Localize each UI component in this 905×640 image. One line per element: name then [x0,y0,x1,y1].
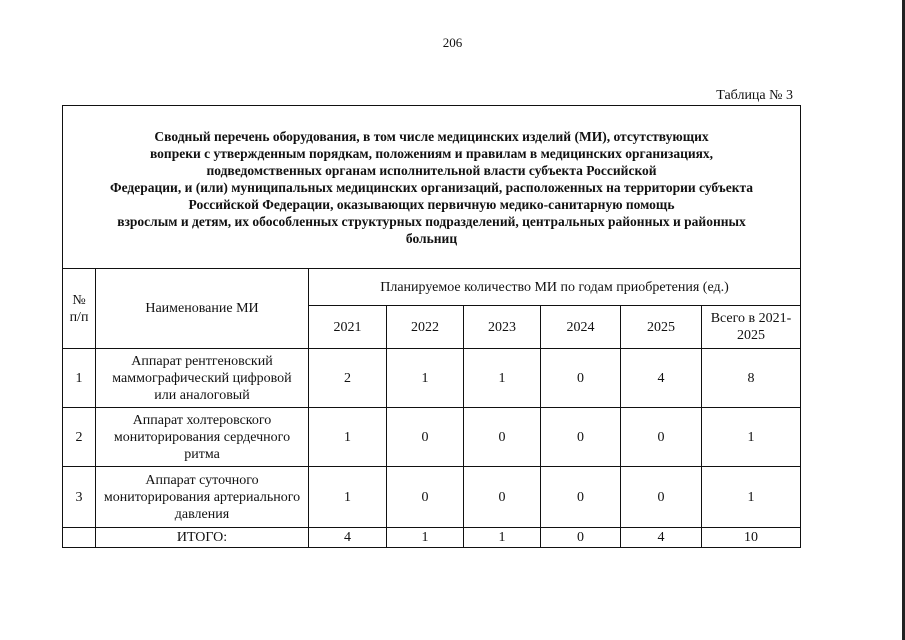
row-num: 2 [63,408,96,467]
total-num-empty [63,528,96,548]
header-year: 2025 [621,306,702,349]
total-value: 4 [621,528,702,548]
row-value: 0 [621,467,702,528]
row-value: 0 [387,408,464,467]
title-line: вопреки с утвержденным порядкам, положениям и правилам в медицинских организациях, [149,145,714,161]
row-name: Аппарат холтеровского мониторирования сердечного ритма [96,408,309,467]
row-value: 0 [541,349,621,408]
row-value: 1 [464,349,541,408]
table-title [63,106,801,269]
row-num: 3 [63,467,96,528]
header-year: 2022 [387,306,464,349]
row-total: 1 [702,408,801,467]
table-row [63,408,801,467]
header-year: 2023 [464,306,541,349]
title-line: подведомственных органам исполнительной власти субъекта Российской [206,162,657,178]
title-line: Сводный перечень оборудования, в том числе медицинских изделий (МИ), отсутствующих [154,128,709,144]
row-value: 4 [621,349,702,408]
table-label: Таблица № 3 [716,88,793,103]
total-value: 1 [387,528,464,548]
total-grand: 10 [702,528,801,548]
total-label: ИТОГО: [96,528,309,548]
row-name: Аппарат рентгеновский маммографический цифровой или аналоговый [96,349,309,408]
row-total: 1 [702,467,801,528]
header-name: Наименование МИ [96,269,309,349]
header-year: 2024 [541,306,621,349]
total-row [63,528,801,548]
header-year: 2021 [309,306,387,349]
row-value: 2 [309,349,387,408]
row-value: 0 [464,467,541,528]
equipment-table [62,105,801,548]
title-line: взрослым и детям, их обособленных структурных подразделений, центральных районных и районных [117,213,746,229]
total-value: 4 [309,528,387,548]
row-total: 8 [702,349,801,408]
title-line: больниц [405,230,458,246]
page-number: 206 [442,35,463,50]
row-value: 0 [541,408,621,467]
header-planned: Планируемое количество МИ по годам приобретения (ед.) [309,269,801,306]
row-value: 1 [387,349,464,408]
title-line: Федерации, и (или) муниципальных медицинских организаций, расположенных на территории субъекта [110,179,754,195]
row-value: 0 [464,408,541,467]
header-total-years: Всего в 2021-2025 [702,306,801,349]
table-row [63,467,801,528]
title-line: Российской Федерации, оказывающих первичную медико-санитарную помощь [188,196,675,212]
row-name: Аппарат суточного мониторирования артериального давления [96,467,309,528]
row-value: 0 [541,467,621,528]
total-value: 0 [541,528,621,548]
row-num: 1 [63,349,96,408]
row-value: 1 [309,408,387,467]
table-row [63,349,801,408]
row-value: 0 [387,467,464,528]
header-num: № п/п [63,269,96,349]
row-value: 0 [621,408,702,467]
row-value: 1 [309,467,387,528]
total-value: 1 [464,528,541,548]
